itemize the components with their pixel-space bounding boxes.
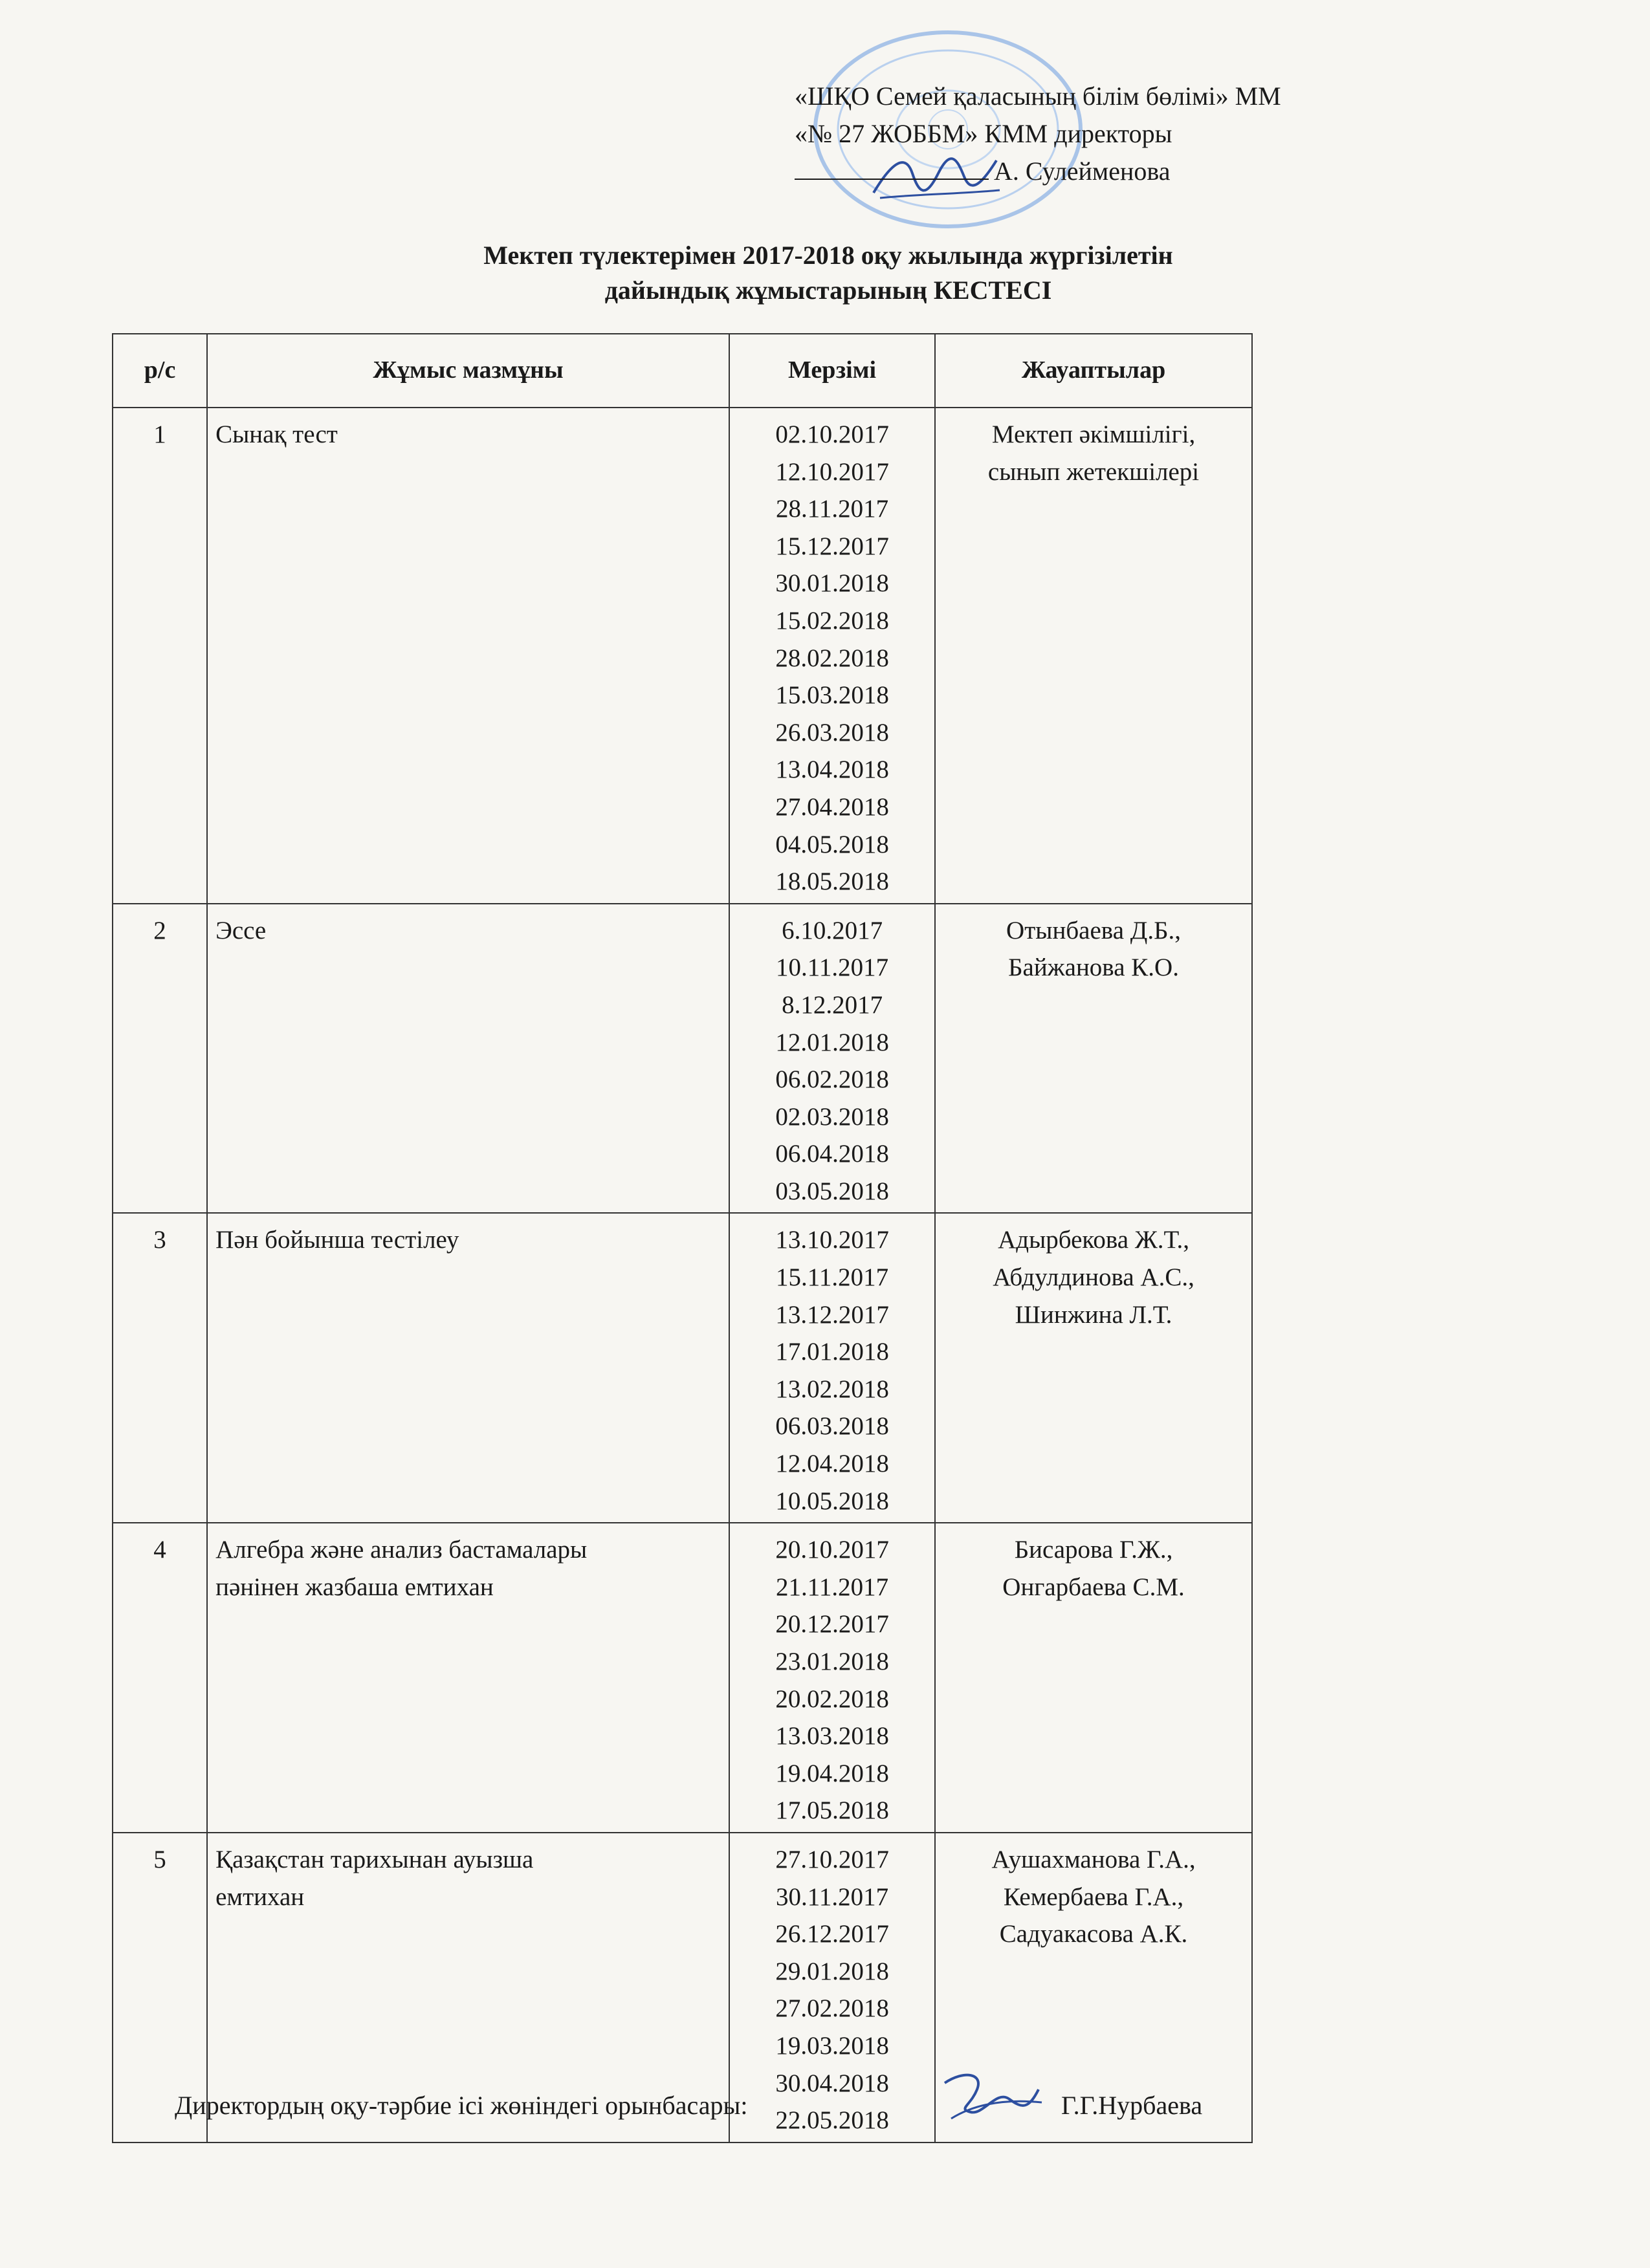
date-list-line: 13.03.2018 [775,1722,889,1750]
signature-underline [795,179,989,180]
work-content [207,1213,729,1523]
title-line-2: дайындық жұмыстарының КЕСТЕСІ [604,276,1052,305]
date-list-line: 17.05.2018 [775,1796,889,1825]
director-name: А. Сулейменова [994,157,1171,186]
responsible-line: Байжанова К.О. [1008,954,1179,982]
date-list-line: 06.04.2018 [775,1140,889,1168]
date-list-line: 30.01.2018 [775,569,889,598]
responsible-line: Аушахманова Г.А., [991,1845,1196,1873]
responsible-line: Мектеп әкімшілігі, [991,420,1196,448]
date-list-line: 26.12.2017 [775,1920,889,1948]
date-list-line: 12.04.2018 [775,1450,889,1478]
date-list-line: 21.11.2017 [776,1573,889,1601]
work-content-line: Алгебра және анализ бастамалары [215,1536,588,1564]
approval-block [795,78,1506,190]
responsible-line: Абдулдинова А.С., [993,1263,1194,1292]
date-list-line: 29.01.2018 [775,1957,889,1985]
responsible [935,904,1252,1214]
title-line-1: Мектеп түлектерімен 2017-2018 оқу жылында жүргізілетін [483,241,1173,270]
date-list [729,408,935,904]
work-content-line: пәнінен жазбаша емтихан [215,1573,494,1601]
header-dates: Мерзімі [729,334,935,408]
date-list-line: 30.04.2018 [775,2069,889,2097]
date-list-line: 15.03.2018 [775,681,889,710]
row-number: 2 [113,904,207,1214]
date-list-line: 06.02.2018 [775,1065,889,1094]
document-title [116,238,1540,308]
responsible-line: Садуакасова А.К. [999,1920,1188,1948]
date-list-line: 19.04.2018 [775,1759,889,1787]
date-list-line: 10.11.2017 [776,954,889,982]
header-content: Жұмыс мазмұны [207,334,729,408]
date-list-line: 8.12.2017 [782,990,883,1019]
deputy-name: Г.Г.Нурбаева [1061,2091,1203,2120]
table-row [113,1213,1252,1523]
work-content [207,1523,729,1833]
deputy-title: Директордың оқу-тәрбие ісі жөніндегі орынбасары: [175,2091,748,2120]
date-list-line: 15.11.2017 [776,1263,889,1292]
header-num: р/с [113,334,207,408]
date-list-line: 20.12.2017 [775,1610,889,1639]
date-list-line: 30.11.2017 [776,1882,889,1911]
date-list-line: 26.03.2018 [775,718,889,747]
date-list-line: 04.05.2018 [775,830,889,858]
date-list-line: 22.05.2018 [775,2106,889,2135]
table-header-row [113,334,1252,408]
date-list [729,1523,935,1833]
work-content [207,904,729,1214]
responsible [935,1213,1252,1523]
date-list [729,904,935,1214]
date-list-line: 13.12.2017 [775,1300,889,1329]
approval-line-2: «№ 27 ЖОББМ» КММ директоры [795,119,1172,148]
footer [175,2088,1275,2123]
date-list-line: 15.12.2017 [775,532,889,560]
date-list-line: 15.02.2018 [775,606,889,635]
table-row [113,408,1252,904]
date-list-line: 17.01.2018 [775,1338,889,1366]
approval-signature-line [795,153,1506,190]
date-list-line: 06.03.2018 [775,1412,889,1441]
date-list-line: 13.04.2018 [775,756,889,784]
date-list-line: 10.05.2018 [775,1487,889,1515]
responsible-line: Онгарбаева С.М. [1002,1573,1185,1601]
date-list-line: 20.10.2017 [775,1536,889,1564]
responsible-line: сынып жетекшілері [987,457,1200,486]
responsible [935,1523,1252,1833]
responsible-line: Отынбаева Д.Б., [1006,916,1181,944]
header-responsible: Жауаптылар [935,334,1252,408]
date-list-line: 13.02.2018 [775,1375,889,1403]
date-list-line: 28.11.2017 [776,495,889,523]
work-content-line: емтихан [215,1882,305,1911]
date-list-line: 03.05.2018 [775,1177,889,1205]
work-content [207,408,729,904]
date-list-line: 20.02.2018 [775,1685,889,1713]
responsible-line: Кемербаева Г.А., [1003,1882,1184,1911]
responsible-line: Бисарова Г.Ж., [1014,1536,1173,1564]
date-list [729,1213,935,1523]
date-list-line: 12.10.2017 [775,457,889,486]
row-number: 4 [113,1523,207,1833]
work-content-line: Сынақ тест [215,420,338,448]
date-list-line: 27.04.2018 [775,792,889,821]
date-list-line: 23.01.2018 [775,1648,889,1675]
date-list-line: 13.10.2017 [775,1226,889,1254]
row-number: 5 [113,1833,207,2143]
date-list-line: 19.03.2018 [775,2031,889,2060]
date-list-line: 02.10.2017 [775,420,889,448]
date-list-line: 28.02.2018 [775,644,889,672]
responsible-line: Шинжина Л.Т. [1015,1300,1172,1329]
date-list-line: 6.10.2017 [782,916,883,944]
schedule-table [112,333,1253,2143]
date-list-line: 02.03.2018 [775,1102,889,1131]
table-row [113,904,1252,1214]
row-number: 1 [113,408,207,904]
responsible [935,408,1252,904]
responsible-line: Адырбекова Ж.Т., [998,1226,1189,1254]
date-list-line: 27.10.2017 [775,1845,889,1873]
row-number: 3 [113,1213,207,1523]
date-list-line: 27.02.2018 [775,1994,889,2023]
table-body [113,408,1252,2143]
approval-line-1: «ШҚО Семей қаласының білім бөлімі» ММ [795,82,1281,111]
date-list-line: 12.01.2018 [775,1028,889,1056]
work-content-line: Қазақстан тарихынан ауызша [215,1845,534,1873]
work-content-line: Пән бойынша тестілеу [215,1226,459,1254]
date-list-line: 18.05.2018 [775,867,889,896]
table-row [113,1523,1252,1833]
work-content-line: Эссе [215,916,267,944]
